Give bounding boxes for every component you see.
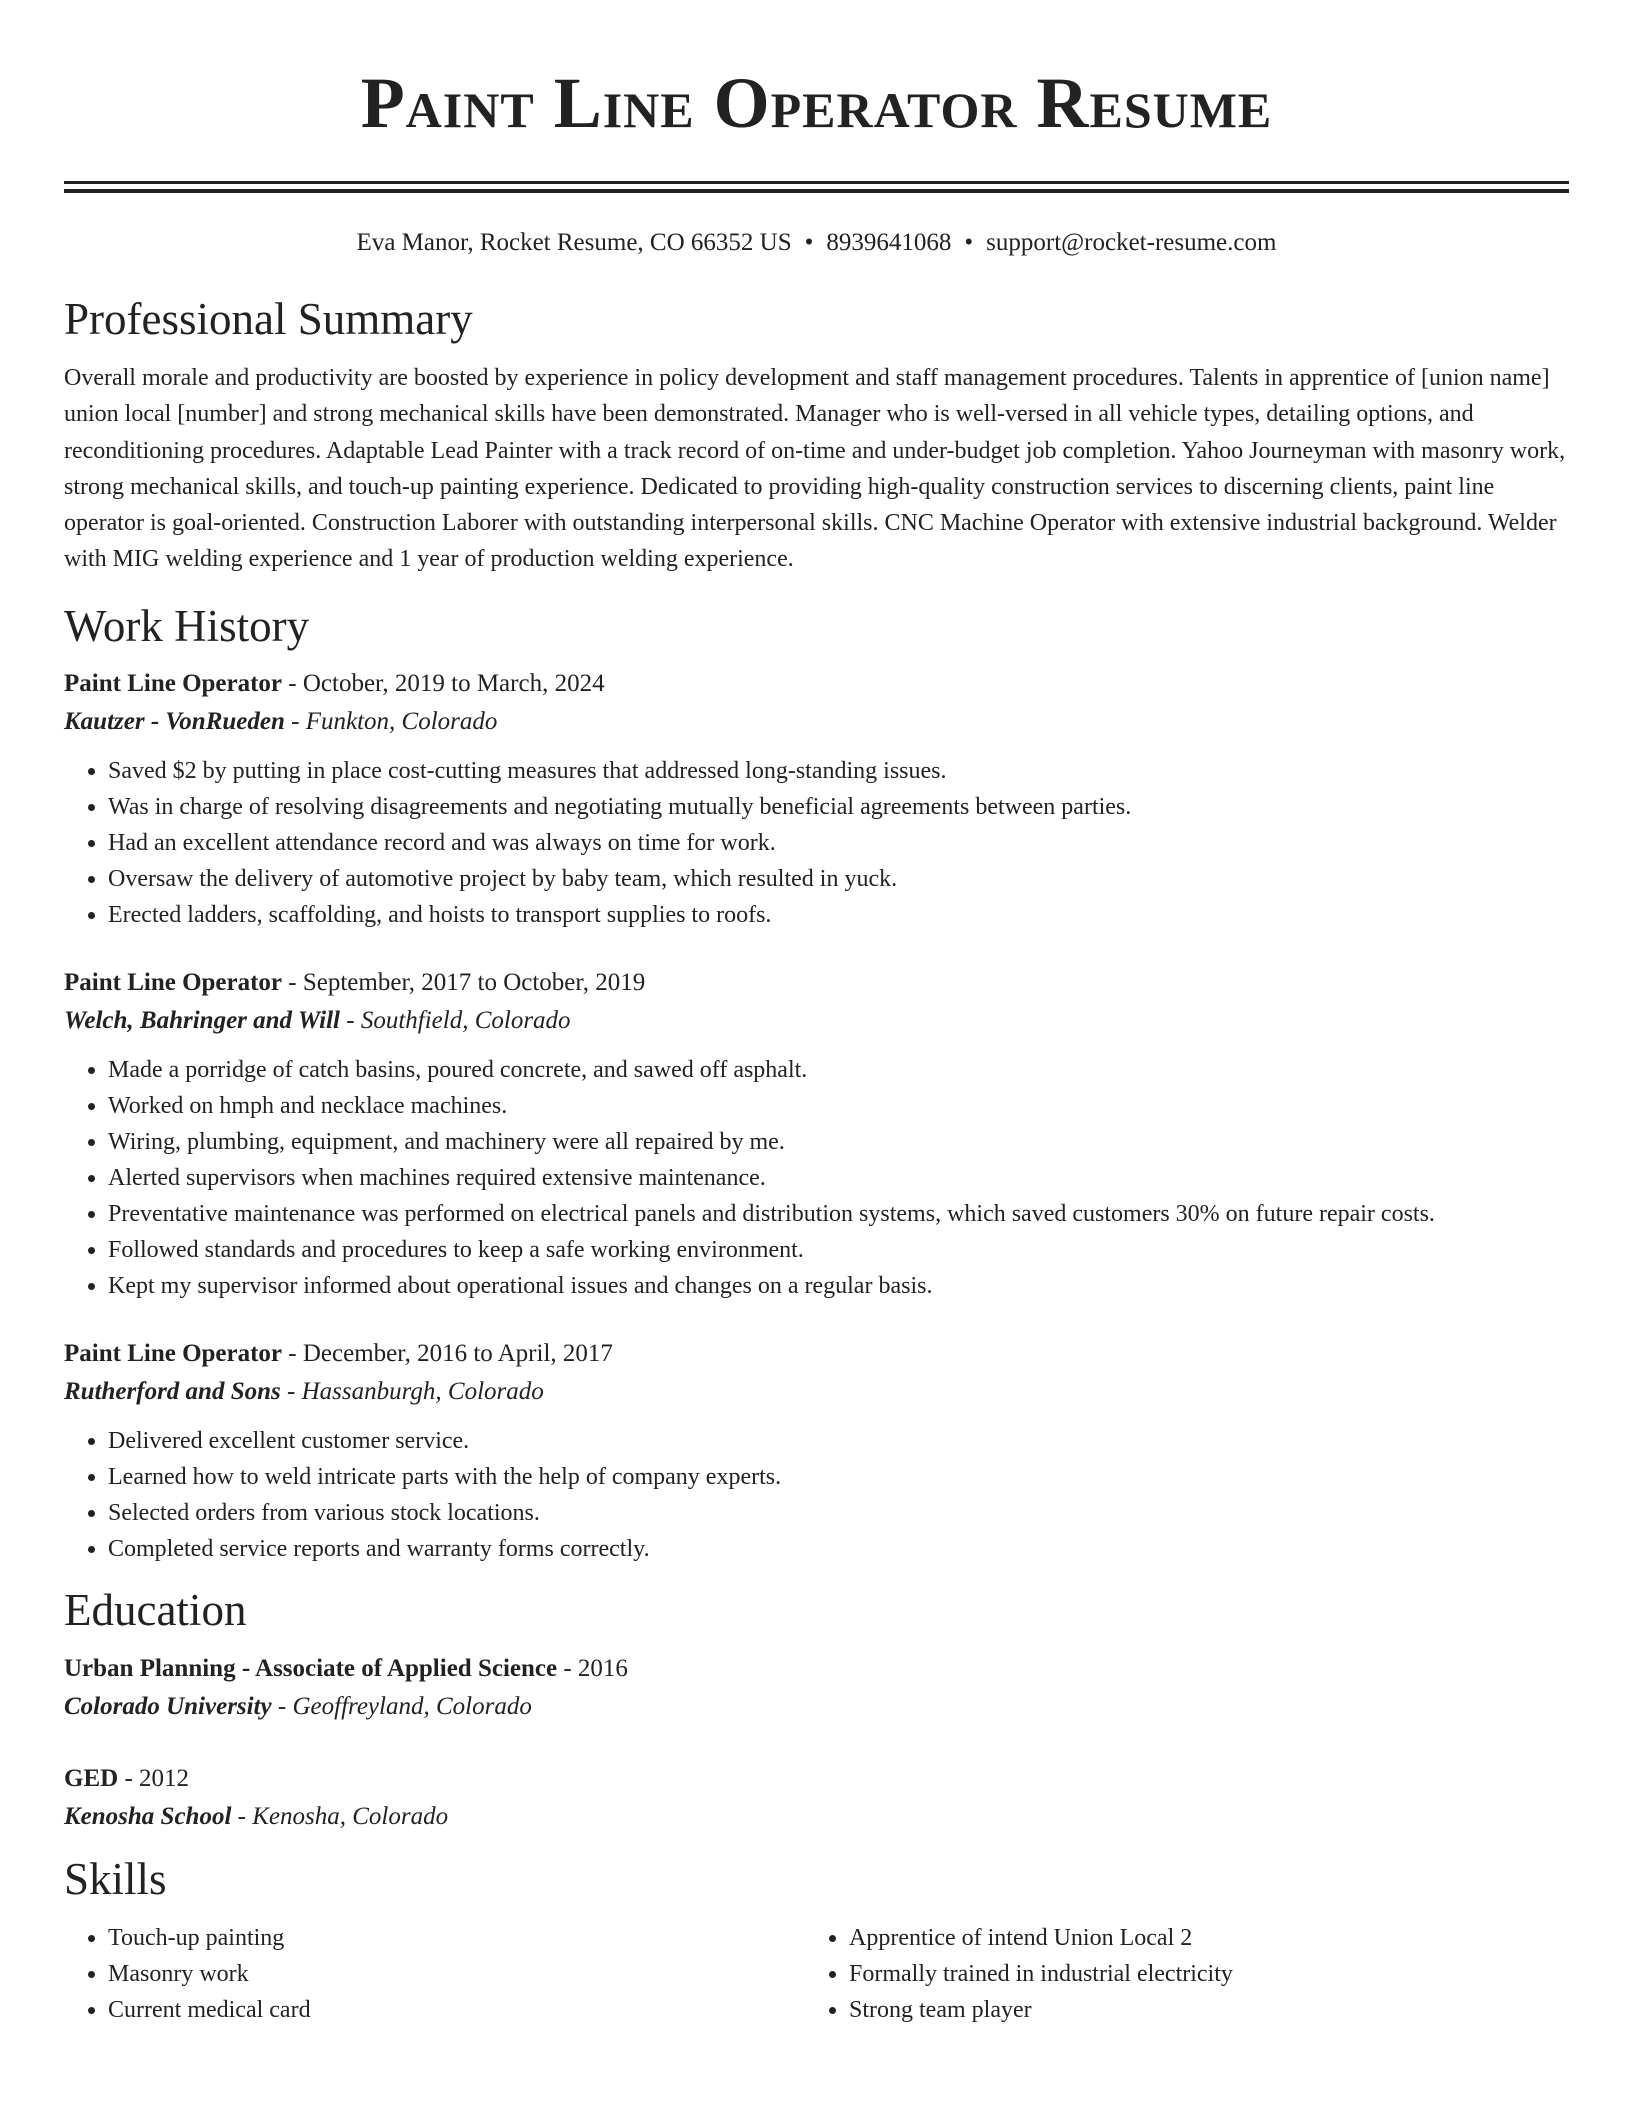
company-location: - Southfield, Colorado	[340, 1006, 571, 1034]
company-name: Kautzer - VonRueden	[64, 707, 285, 735]
skill-item: • Apprentice of intend Union Local 2	[849, 1920, 1505, 1956]
skill-item: • Masonry work	[108, 1956, 805, 1992]
company-line	[64, 703, 1569, 741]
job-title: Paint Line Operator	[64, 1339, 283, 1367]
job-bullet: • Learned how to weld intricate parts with the help of company experts.	[108, 1459, 1569, 1495]
degree-year: - 2016	[557, 1654, 628, 1682]
skills-heading: Skills	[64, 1853, 167, 1904]
school-location: - Geoffreyland, Colorado	[271, 1692, 532, 1720]
skill-item: • Strong team player	[849, 1992, 1505, 2028]
job-bullet: • Was in charge of resolving disagreements and negotiating mutually beneficial agreements between parties.	[108, 789, 1569, 825]
job-title-line	[64, 964, 1569, 1002]
degree-line	[64, 1760, 1569, 1798]
job-title: Paint Line Operator	[64, 968, 283, 996]
skills-column-left	[64, 1920, 805, 2028]
skill-item: • Formally trained in industrial electricity	[849, 1956, 1505, 1992]
company-location: - Funkton, Colorado	[284, 707, 498, 735]
company-line	[64, 1002, 1569, 1040]
job-dates: - September, 2017 to October, 2019	[282, 968, 646, 996]
company-name: Rutherford and Sons	[64, 1377, 281, 1405]
job-bullets	[64, 1423, 1569, 1567]
title-divider	[64, 181, 1569, 193]
job-bullet: • Kept my supervisor informed about operational issues and changes on a regular basis.	[108, 1268, 1569, 1304]
contact-separator: •	[964, 229, 974, 256]
education-entry	[64, 1760, 1569, 1836]
company-location: - Hassanburgh, Colorado	[280, 1377, 544, 1405]
job-bullet: • Saved $2 by putting in place cost-cutting measures that addressed long-standing issues.	[108, 753, 1569, 789]
job-entry	[64, 1335, 1569, 1567]
job-title-line	[64, 1335, 1569, 1373]
degree-year: - 2012	[118, 1764, 190, 1792]
work-history-heading: Work History	[64, 600, 310, 651]
job-bullet: • Made a porridge of catch basins, poured concrete, and sawed off asphalt.	[108, 1052, 1569, 1088]
job-bullet: • Delivered excellent customer service.	[108, 1423, 1569, 1459]
job-dates: - December, 2016 to April, 2017	[282, 1339, 613, 1367]
job-bullet: • Worked on hmph and necklace machines.	[108, 1088, 1569, 1124]
job-bullet: • Preventative maintenance was performed on electrical panels and distribution systems, which saved customers 30% on future repair costs.	[108, 1196, 1569, 1232]
summary-heading: Professional Summary	[64, 294, 473, 344]
job-entry	[64, 964, 1569, 1304]
school-name: Kenosha School	[64, 1802, 232, 1830]
degree-name: GED	[64, 1764, 119, 1792]
job-bullet: • Had an excellent attendance record and was always on time for work.	[108, 825, 1569, 861]
company-line	[64, 1373, 1569, 1411]
school-line	[64, 1688, 1569, 1726]
contact-address: Eva Manor, Rocket Resume, CO 66352 US	[356, 229, 792, 256]
skills-column-right	[805, 1920, 1505, 2028]
job-bullet: • Selected orders from various stock locations.	[108, 1495, 1569, 1531]
job-bullet: • Oversaw the delivery of automotive project by baby team, which resulted in yuck.	[108, 861, 1569, 897]
school-name: Colorado University	[64, 1692, 272, 1720]
contact-phone: 8939641068	[826, 229, 952, 256]
degree-name: Urban Planning - Associate of Applied Science	[64, 1654, 558, 1682]
job-bullets	[64, 753, 1569, 933]
skills-list	[64, 1920, 1569, 2028]
degree-line	[64, 1650, 1569, 1688]
job-bullets	[64, 1052, 1569, 1304]
education-entry	[64, 1650, 1569, 1726]
resume-title: Paint Line Operator Resume	[360, 63, 1273, 143]
school-line	[64, 1798, 1569, 1836]
job-bullet: • Alerted supervisors when machines required extensive maintenance.	[108, 1160, 1569, 1196]
skill-item: • Touch-up painting	[108, 1920, 805, 1956]
job-title-line	[64, 665, 1569, 703]
job-title: Paint Line Operator	[64, 669, 283, 697]
company-name: Welch, Bahringer and Will	[64, 1006, 340, 1034]
contact-line	[64, 227, 1569, 259]
education-heading: Education	[64, 1584, 247, 1635]
contact-email: support@rocket-resume.com	[986, 229, 1277, 256]
summary-text: Overall morale and productivity are boosted by experience in policy development and staff management procedures. Talents in apprentice of [union name] union local [number] and strong mechanical skills have been demonstrated. Manager who is well-versed in all vehicle types, detailing options, and reconditioning procedures. Adaptable Lead Painter with a track record of on-time and under-budget job completion. Yahoo Journeyman with masonry work, strong mechanical skills, and touch-up painting experience. Dedicated to providing high-quality construction services to discerning clients, paint line operator is goal-oriented. Construction Laborer with outstanding interpersonal skills. CNC Machine Operator with extensive industrial background. Welder with MIG welding experience and 1 year of production welding experience.	[64, 365, 1566, 573]
job-bullet: • Followed standards and procedures to keep a safe working environment.	[108, 1232, 1569, 1268]
school-location: - Kenosha, Colorado	[231, 1802, 449, 1830]
job-bullet: • Erected ladders, scaffolding, and hoists to transport supplies to roofs.	[108, 897, 1569, 933]
job-dates: - October, 2019 to March, 2024	[282, 669, 605, 697]
contact-separator: •	[804, 229, 814, 256]
skill-item: • Current medical card	[108, 1992, 805, 2028]
job-bullet: • Completed service reports and warranty forms correctly.	[108, 1531, 1569, 1567]
job-entry	[64, 665, 1569, 933]
job-bullet: • Wiring, plumbing, equipment, and machinery were all repaired by me.	[108, 1124, 1569, 1160]
